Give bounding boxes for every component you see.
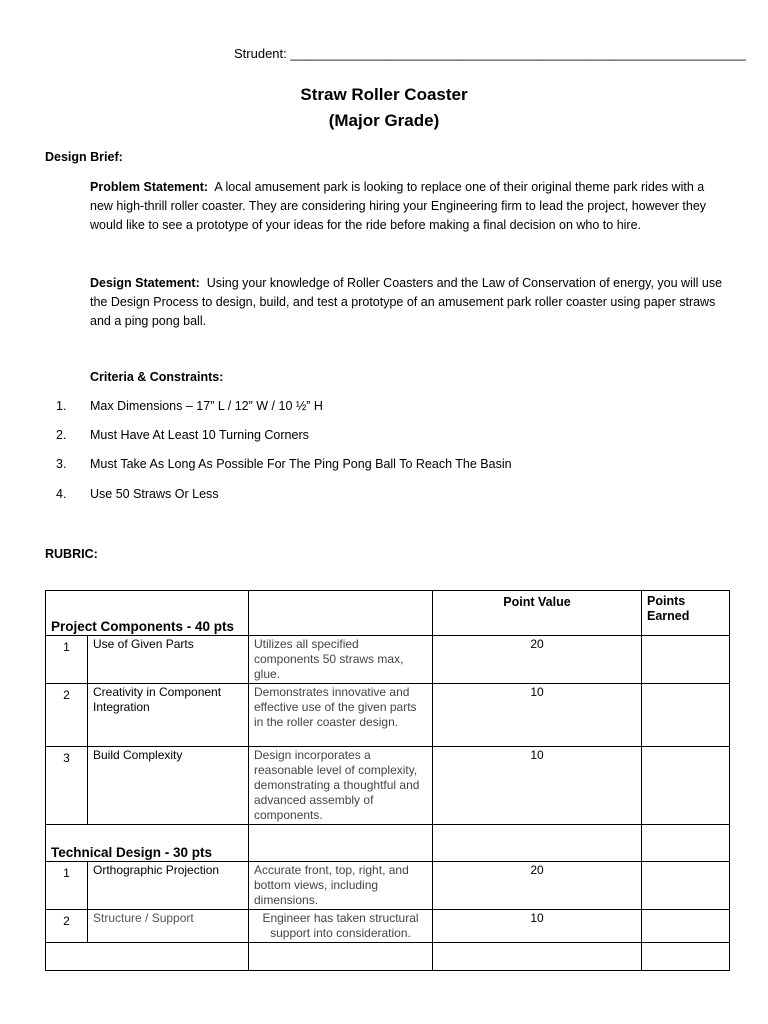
- blank-cell: [433, 825, 642, 862]
- design-brief-heading: Design Brief:: [45, 150, 123, 164]
- criterion-description: Accurate front, top, right, and bottom views, including dimensions.: [249, 862, 433, 910]
- table-row: [46, 862, 730, 910]
- row-number: 3: [46, 747, 88, 825]
- point-value-header: Point Value: [433, 591, 642, 636]
- criteria-number: 2.: [56, 428, 67, 442]
- blank-cell: [433, 943, 642, 971]
- section-header-row: [46, 825, 730, 862]
- blank-cell: [46, 943, 249, 971]
- point-value: 10: [433, 684, 642, 747]
- criteria-heading: Criteria & Constraints:: [90, 370, 224, 384]
- criterion-description: Engineer has taken structural support into consideration.: [249, 910, 433, 943]
- criterion-description: Utilizes all specified components 50 straws max, glue.: [249, 636, 433, 684]
- blank-cell: [642, 825, 730, 862]
- criteria-text: Use 50 Straws Or Less: [90, 487, 219, 501]
- criterion-name: Orthographic Projection: [88, 862, 249, 910]
- document-title: [0, 82, 768, 134]
- design-statement: [90, 274, 730, 331]
- criterion-name: Build Complexity: [88, 747, 249, 825]
- row-number: 2: [46, 684, 88, 747]
- points-earned-header: Points Earned: [642, 591, 730, 636]
- criteria-item: [56, 457, 512, 471]
- criteria-text: Must Take As Long As Possible For The Ping Pong Ball To Reach The Basin: [90, 457, 512, 471]
- rubric-table: [45, 590, 730, 971]
- blank-cell: [249, 943, 433, 971]
- points-earned-cell[interactable]: [642, 636, 730, 684]
- points-earned-cell[interactable]: [642, 910, 730, 943]
- point-value: 10: [433, 747, 642, 825]
- points-earned-cell[interactable]: [642, 862, 730, 910]
- criteria-item: [56, 428, 309, 442]
- section-title: Technical Design - 30 pts: [46, 825, 249, 862]
- criteria-text: Max Dimensions – 17” L / 12” W / 10 ½” H: [90, 399, 323, 413]
- section-title: Project Components - 40 pts: [46, 591, 249, 636]
- design-statement-label: Design Statement:: [90, 276, 200, 290]
- rubric-heading: RUBRIC:: [45, 547, 98, 561]
- blank-cell: [249, 825, 433, 862]
- row-number: 1: [46, 636, 88, 684]
- row-number: 2: [46, 910, 88, 943]
- title-line-1: Straw Roller Coaster: [300, 85, 468, 104]
- criterion-name: Structure / Support: [88, 910, 249, 943]
- rubric-header-row: [46, 591, 730, 636]
- table-row: [46, 636, 730, 684]
- problem-statement-text: A local amusement park is looking to replace one of their original theme park rides with a new high-thrill roller coaster. They are considering hiring your Engineering firm to lead the project, however they would like to see a prototype of your ideas for the ride before making a final decision on who to hire.: [90, 180, 707, 232]
- criterion-name: Use of Given Parts: [88, 636, 249, 684]
- table-row: [46, 747, 730, 825]
- problem-statement: [90, 178, 730, 235]
- criteria-number: 4.: [56, 487, 67, 501]
- point-value: 20: [433, 862, 642, 910]
- blank-cell[interactable]: [642, 943, 730, 971]
- points-earned-cell[interactable]: [642, 747, 730, 825]
- row-number: 1: [46, 862, 88, 910]
- criteria-number: 3.: [56, 457, 67, 471]
- point-value: 10: [433, 910, 642, 943]
- criteria-item: [56, 399, 323, 413]
- criterion-description: Demonstrates innovative and effective use of the given parts in the roller coaster design.: [249, 684, 433, 747]
- problem-statement-label: Problem Statement:: [90, 180, 209, 194]
- table-row: [46, 910, 730, 943]
- criteria-number: 1.: [56, 399, 67, 413]
- title-line-2: (Major Grade): [328, 111, 440, 130]
- criterion-name: Creativity in Component Integration: [88, 684, 249, 747]
- empty-row: [46, 943, 730, 971]
- criteria-item: [56, 487, 219, 501]
- header-blank-cell: [249, 591, 433, 636]
- design-statement-text: Using your knowledge of Roller Coasters and the Law of Conservation of energy, you will use the Design Process to design, build, and test a prototype of an amusement park roller coaster using paper straws and a ping pong ball.: [90, 276, 723, 328]
- table-row: [46, 684, 730, 747]
- criteria-text: Must Have At Least 10 Turning Corners: [90, 428, 309, 442]
- point-value: 20: [433, 636, 642, 684]
- student-name-line: Strudent: _______________________________________________________________: [234, 46, 746, 61]
- points-earned-cell[interactable]: [642, 684, 730, 747]
- criterion-description: Design incorporates a reasonable level of complexity, demonstrating a thoughtful and advanced assembly of components.: [249, 747, 433, 825]
